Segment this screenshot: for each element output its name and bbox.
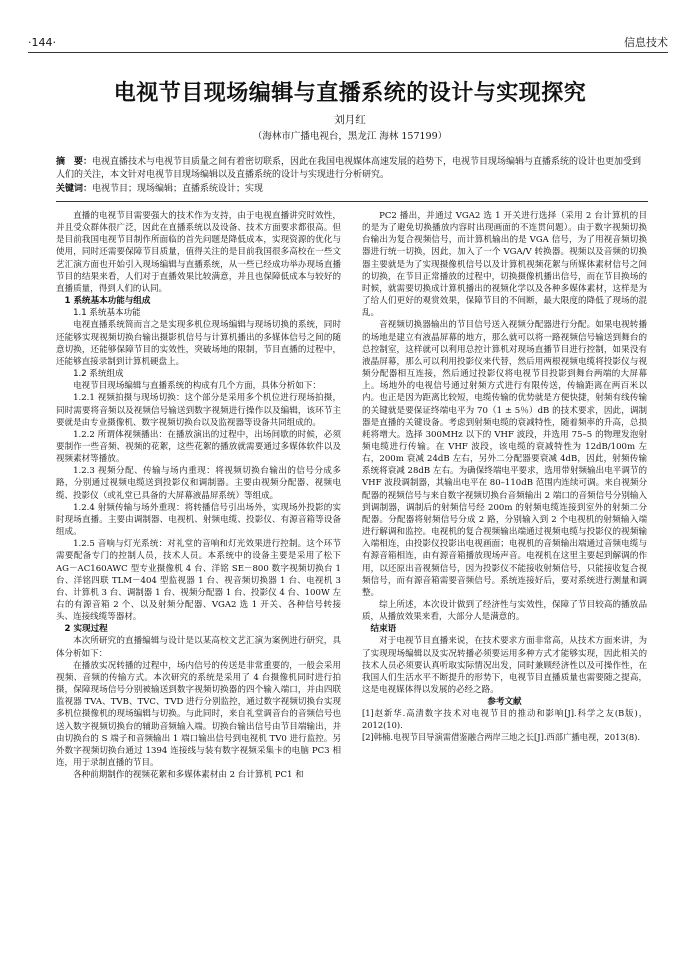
reference-item: [1]赵新华.高清数字技术对电视节目的推动和影响[J].科学之友(B版)，2012(10). — [362, 708, 647, 731]
section-heading: 结束语 — [370, 624, 397, 635]
paragraph: 对于电视节目直播来说，在技术要求方面非常高，从技术方面来讲，为了实现现场编辑以及实况转播必须要运用多种方式才能够实现，因此相关的技术人员必须要认真听取实际情况出发，同时兼顾经济性以及可操作性，在我国人们生活水平不断提升的形势下，电视节目直播质量也需要随之提高，这是电视媒体得以发展的必经之路。 — [362, 636, 647, 696]
paragraph: 1.2.3 视频分配、传输与场内重现：将视频切换台输出的信号分成多路，分别通过视频电缆送到投影仪和调制器。主要由视频分配器、视频电缆、投影仪（或礼堂已具备的大屏幕液晶屏系统）等组成。 — [56, 466, 341, 501]
page-header — [28, 32, 668, 53]
section-heading: 2 实现过程 — [64, 624, 108, 635]
keywords — [56, 183, 648, 196]
paragraph: 在播放实况转播的过程中，场内信号的传送是非常重要的，一般会采用视频、音频的传输方式。本次研究的系统是采用了 4 台摄像机同时进行拍摄，保障现场信号分别被输送到数字视频切换器的四个输入端口，并由四联监视器 TVA、TVB、TVC、TVD 进行分别监控，通过数字视频切换台实现多机位摄像机的现场编辑与切换。与此同时，来自礼堂调音台的音频信号也送入数字视频切换台的辅助音频输入端。切换台输出信号由节目端输出，并由切换台的 S 端子和音频输出 1 端口输出信号到电视机 TV0 进行监控。另外数字视频切换台通过 1394 连接线与装有数字视频采集卡的电脑 PC3 相连，用于录制直播的节目。 — [56, 660, 341, 769]
abstract — [56, 156, 648, 182]
affiliation: （海林市广播电视台，黑龙江 海林 157199） — [252, 131, 448, 142]
author: 刘月红 — [334, 114, 366, 126]
paragraph: 本次所研究的直播编辑与设计是以某高校文艺汇演为案例进行研究，具体分析如下： — [56, 636, 341, 659]
paragraph: 各种前期制作的视频花絮和多媒体素材由 2 台计算机 PC1 和 — [73, 770, 304, 781]
paragraph: 1.2.1 视频拍摄与现场切换：这个部分是采用多个机位进行现场拍摄，同时需要将音频以及视频信号输送到数字视频进行操作以及编辑，该环节主要就是由专业摄像机、数字视频切换台以及监视器等设备共同组成的。 — [56, 393, 341, 428]
subsection-heading: 1.1 系统基本功能 — [73, 308, 141, 319]
paragraph: PC2 播出，并通过 VGA2 选 1 开关进行选择（采用 2 台计算机的目的是为了避免切换播放内容时出现画面的不连贯问题）。由于数字视频切换台输出为复合视频信号，而计算机输出的是 VGA 信号，为了用视音频切换器进行统一切换，因此，加入了一个 VGA/V 转换器。视频以及音频的切换器主要就是为了实现摄像机信号以及计算机视频花絮与所媒体素材信号之间的切换，在节目正常播放的过程中，切换摄像机播出信号，而在节目换场的时候，就需要切换成计算机播出的视频化学以及各种多媒体素材，这样是为了给人们更好的观赏效果，保障节目的不间断，最大限度的降低了现场的混乱。 — [362, 211, 647, 319]
section-label: 信息技术 — [624, 36, 668, 49]
paragraph: 音视频切换器输出的节目信号送入视频分配器进行分配。如果电视转播的场地是建立有液晶屏幕的地方，那么就可以将一路视频信号输送到舞台的总控制室，这样就可以利用总控计算机对现场直播节目进行控制，如果没有液晶屏幕，那么可以利用投影仪来代替，然后用两根视频电缆将投影仪与视频分配器相互连接，然后通过投影仪将电视节目投影到舞台两端的大屏幕上。场地外的电视信号通过射频方式进行有限传送，传输距离在两百米以内。也正是因为距离比较短，电缆传输的优势就是方便快捷，射频有线传输的关键就是要保证终端电平为 70（1 ± 5％）dB 的技术要求，因此，调制器是直播的关键设备。考虑到射频电缆的衰减特性，随着频率的升高，总损耗将增大。选择 300MHz 以下的 VHF 波段，并选用 75–5 的物理发泡射频电缆进行传输。在 VHF 波段，该电缆的衰减特性为 12dB/100m 左右，200m 衰减 24dB 左右，另外二分配器要衰减 4dB，因此，射频传输系统将衰减 28dB 左右。为确保终端电平要求，选用带射频输出电平调节的 VHF 波段调制器，其输出电平在 80–110dB 范围内连续可调。来自视频分配器的视频信号与来自数字视频切换台音频输出 2 端口的音频信号分别输入到调制器，调制后的射频信号经 200m 的射频电缆连接到室外的射频二分配器。分配器将射频信号分成 2 路，分别输入到 2 个电视机的射频输入端进行解调和监控。电视机的复合视频输出端通过视频电缆与投影仪的视频输入端相连，由投影仪投影出电视画面；电视机的音频输出端通过音频电缆与有源音箱相连，由有源音箱播放现场声音。电视机在这里主要起到解调的作用，以还原出音视频信号，因为投影仪不能接收射频信号，只能接收复合视频信号，而有源音箱需要音频信号。系统连接好后，要对系统进行测量和调整。 — [362, 320, 647, 598]
article-title: 电视节目现场编辑与直播系统的设计与实现探究 — [113, 81, 587, 106]
paragraph: 电视直播系统简而言之是实现多机位现场编辑与现场切换的系统，同时还能够实现视频切换台输出摄影机信号与计算机播出的多媒体信号之间的随意切换，还能够保障节目的实效性，突破场地的限制，节目直播的过程中，还能够直接录制到计算机硬盘上。 — [56, 320, 341, 367]
keywords-label: 关键词： — [56, 184, 93, 194]
subsection-heading: 1.2 系统组成 — [73, 369, 124, 380]
paragraph: 综上所述，本次设计做到了经济性与实效性，保障了节目较高的播放品质，从播放效果来看，大部分人是满意的。 — [362, 600, 647, 623]
section-heading: 参考文献 — [487, 697, 522, 708]
section-heading: 1 系统基本功能与组成 — [64, 296, 151, 307]
keywords-text: 电视节目；现场编辑；直播系统设计；实现 — [92, 184, 264, 194]
paragraph: 1.2.2 所谓体视频播出：在播放演出的过程中，出场间歇的时候，必须要制作一些音频、视频的花絮，这些花絮的播放就需要通过多媒体软件以及视频素材等播放。 — [56, 429, 341, 465]
page-number: ·144· — [28, 36, 56, 49]
paragraph: 1.2.5 音响与灯光系统：对礼堂的音响和灯光效果进行控制。这个环节需要配备专门的控制人员，技术人员。本系统中的设备主要是采用了松下 AG－AC160AWC 型专业摄像机 4 台、洋铭 SE－800 数字视频切换台 1 台、洋铭四联 TLM－404 型监视器 1 台、视音频切换器 1 台、电视机 3 台、计算机 3 台、调制器 1 台、视频分配器 1 台、投影仪 4 台、100W 左右的有源音箱 2 个、以及射频分配器、VGA2 选 1 开关、各种信号转接头、连接线缆等器材。 — [56, 539, 341, 623]
divider — [56, 201, 648, 202]
paragraph: 电视节目现场编辑与直播系统的构成有几个方面，具体分析如下： — [73, 381, 321, 392]
abstract-text: 电视直播技术与电视节目质量之间有着密切联系，因此在我国电视媒体高速发展的趋势下，电视节目现场编辑与直播系统的设计也更加受到人们的关注，本文针对电视节目现场编辑以及直播系统的设计与实现进行分析研究。 — [56, 157, 642, 180]
paragraph: 1.2.4 射频传输与场外重现：将转播信号引出场外，实现场外投影的实时现场直播。主要由调制器、电视机、射频电缆、投影仪、有源音箱等设备组成。 — [56, 502, 341, 538]
reference-item: [2]韩楠.电视节目导演需借鉴融合两岸三地之长[J].西部广播电视，2013(8). — [362, 732, 641, 742]
left-column — [56, 210, 341, 781]
abstract-label: 摘 要： — [56, 157, 93, 167]
paragraph: 直播的电视节目需要强大的技术作为支持，由于电视直播讲究时效性，并且受众群体很广泛，因此在直播系统以及设备、技术方面要求都很高。但是目前我国电视节目制作所面临的首先问题是降低成本，实现资源的优化与使用，同时还需要保障节目质量，值得关注的是目前我国很多高校在一些文艺汇演方面也开始引入现场编辑与直播系统，从一些已经成功举办现场直播节目的结果来看，人们对于直播效果比较满意，并且也保障低成本与较好的直播质量，得到人们的认同。 — [56, 211, 341, 294]
right-column — [362, 210, 647, 744]
